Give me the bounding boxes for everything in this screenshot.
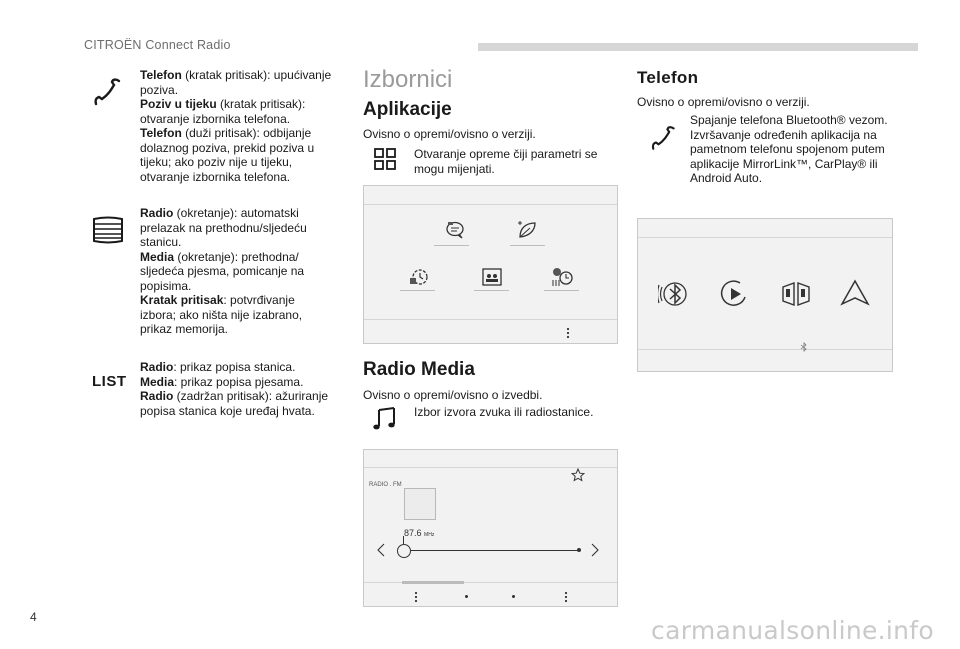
bluetooth-status-icon xyxy=(800,339,808,357)
bluetooth-icon[interactable] xyxy=(658,277,692,316)
fan-timer-icon[interactable] xyxy=(550,266,574,288)
watermark: carmanualsonline.info xyxy=(651,616,934,645)
page-number: 4 xyxy=(30,610,37,624)
image-card-icon[interactable] xyxy=(482,268,502,286)
gear-clock-icon[interactable] xyxy=(408,266,430,288)
section-title: Izbornici xyxy=(363,66,453,93)
radio-heading: Radio Media xyxy=(363,359,475,380)
scroll-wheel-icon xyxy=(90,216,126,244)
more-options-icon[interactable] xyxy=(566,326,570,344)
previous-station-icon[interactable] xyxy=(376,542,386,563)
active-tab-indicator xyxy=(402,581,464,584)
phone-handset-icon xyxy=(90,76,124,110)
icon-underline xyxy=(434,245,469,246)
radio-screen xyxy=(363,449,618,607)
mirrorlink-icon[interactable] xyxy=(780,277,812,314)
radio-subtitle: Ovisno o opremi/ovisno o izvedbi. xyxy=(363,388,543,402)
phone-description: Spajanje telefona Bluetooth® vezom. Izvršavanje određenih aplikacija na pametnom telefonu spojenom putem aplikacije MirrorLink™, CarPlay® ili Android Auto. xyxy=(690,113,888,185)
icon-underline xyxy=(400,290,435,291)
speech-bubble-icon[interactable] xyxy=(444,220,466,240)
header-bar xyxy=(478,43,918,51)
phone-screen xyxy=(637,218,893,372)
radio-band-label: RADIO . FM xyxy=(369,482,402,488)
screen-divider xyxy=(638,237,892,238)
station-artwork xyxy=(404,488,436,520)
next-station-icon[interactable] xyxy=(590,542,600,563)
leaf-icon[interactable] xyxy=(516,220,538,240)
slider-pointer xyxy=(403,536,404,544)
icon-underline xyxy=(510,245,545,246)
screen-divider xyxy=(638,349,892,350)
menu-dot-icon[interactable] xyxy=(465,595,468,598)
apps-description: Otvaranje opreme čiji parametri se mogu mijenjati. xyxy=(414,147,598,176)
android-auto-icon[interactable] xyxy=(838,277,872,314)
list-description: Radio: prikaz popisa stanica. Media: prikaz popisa pjesama. Radio (zadržan pritisak): ažuriranje popisa stanica koje uređaj hvata. xyxy=(140,360,329,418)
icon-underline xyxy=(544,290,579,291)
more-options-icon[interactable] xyxy=(564,590,568,608)
frequency-readout: 87.6 MHz xyxy=(404,528,435,538)
apps-heading: Aplikacije xyxy=(363,99,452,120)
favorite-star-icon[interactable] xyxy=(571,468,585,487)
phone-subtitle: Ovisno o opremi/ovisno o verziji. xyxy=(637,95,810,109)
slider-knob[interactable] xyxy=(397,544,411,558)
apps-grid-icon xyxy=(374,148,396,170)
screen-divider xyxy=(364,319,617,320)
list-button-label: LIST xyxy=(92,373,127,390)
menu-dot-icon[interactable] xyxy=(512,595,515,598)
icon-underline xyxy=(474,290,509,291)
apps-screen xyxy=(363,185,618,344)
radio-description: Izbor izvora zvuka ili radiostanice. xyxy=(414,405,594,419)
screen-divider xyxy=(364,204,617,205)
music-note-icon xyxy=(372,406,398,432)
phone-heading: Telefon xyxy=(637,68,699,87)
frequency-slider[interactable] xyxy=(402,550,578,551)
slider-end-dot xyxy=(577,548,581,552)
more-options-icon[interactable] xyxy=(414,590,418,608)
apps-subtitle: Ovisno o opremi/ovisno o verziji. xyxy=(363,127,536,141)
running-header: CITROËN Connect Radio xyxy=(84,38,231,52)
phone-handset-icon xyxy=(648,124,678,154)
wheel-description: Radio (okretanje): automatski prelazak na prethodnu/sljedeću stanicu. Media (okretanje): prethodna/ sljedeća pjesma, pomicanje na popisima. Kratak pritisak: potvrđivanje izbora; ako ništa nije izabrano, prikaz memorija. xyxy=(140,206,307,336)
phone-button-description: Telefon (kratak pritisak): upućivanje poziva. Poziv u tijeku (kratak pritisak): otvaranje izbornika telefona. Telefon (duži pritisak): odbijanje dolaznog poziva, prekid poziva u tijeku; ako poziv nije u tijeku, otvaranje izbornika telefona. xyxy=(140,68,332,184)
carplay-icon[interactable] xyxy=(718,277,750,316)
